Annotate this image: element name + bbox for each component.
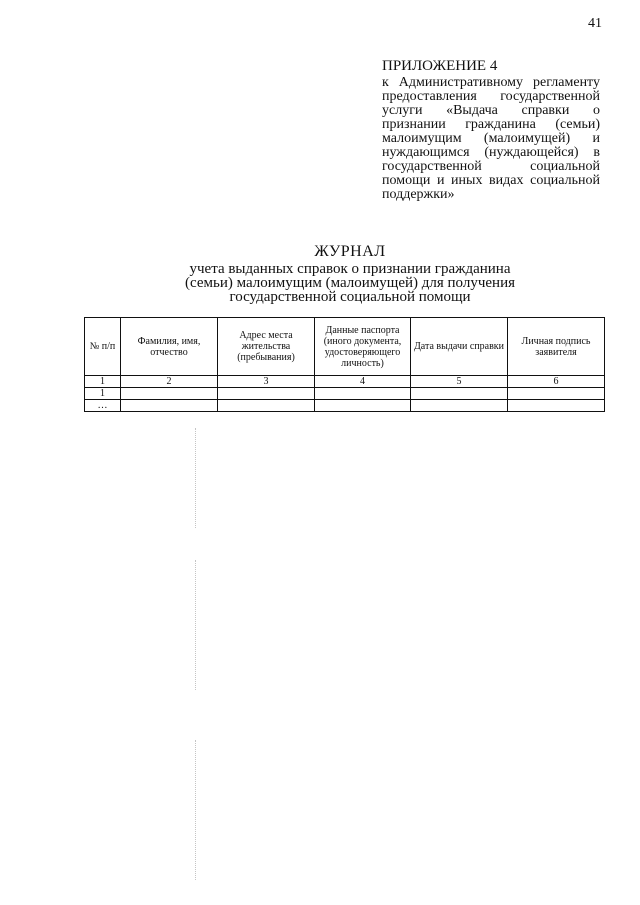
page-number: 41 <box>588 16 602 31</box>
table-cell <box>411 400 508 412</box>
table-cell <box>508 400 605 412</box>
table-cell <box>315 400 411 412</box>
journal-table <box>84 317 605 412</box>
table-cell <box>411 388 508 400</box>
table-cell: 6 <box>508 376 605 388</box>
table-cell <box>315 388 411 400</box>
appendix-block <box>382 58 600 202</box>
table-cell: 4 <box>315 376 411 388</box>
header-number: № п/п <box>85 318 121 376</box>
scan-artifact-line <box>195 428 196 528</box>
header-issue-date: Дата выдачи справки <box>411 318 508 376</box>
table-row <box>85 376 605 388</box>
appendix-text: к Административному регламенту предоставления государственной услуги «Выдача справки о признании гражданина (семьи) малоимущим (малоимущей) и нуждающимся (нуждающейся) в государственной социальной помощи и иных видах социальной поддержки» <box>382 75 600 202</box>
appendix-title: ПРИЛОЖЕНИЕ 4 <box>382 58 498 74</box>
table-cell: 1 <box>85 376 121 388</box>
header-passport-data: Данные паспорта (иного документа, удостоверяющего личность) <box>315 318 411 376</box>
table-cell: … <box>85 400 121 412</box>
journal-subtitle-line: государственной социальной помощи <box>229 289 471 305</box>
table-cell: 3 <box>218 376 315 388</box>
table-cell <box>508 388 605 400</box>
table-cell <box>218 388 315 400</box>
header-address: Адрес места жительства (пребывания) <box>218 318 315 376</box>
table-cell <box>121 400 218 412</box>
table-cell: 1 <box>85 388 121 400</box>
table-header-row <box>85 318 605 376</box>
header-signature: Личная подпись заявителя <box>508 318 605 376</box>
table-cell: 5 <box>411 376 508 388</box>
table-row <box>85 388 605 400</box>
table-cell <box>218 400 315 412</box>
table-cell <box>121 388 218 400</box>
journal-subtitle-line: учета выданных справок о признании гражданина <box>189 261 511 277</box>
journal-title: ЖУРНАЛ <box>314 243 386 260</box>
table-cell: 2 <box>121 376 218 388</box>
journal-heading <box>120 243 580 304</box>
header-full-name: Фамилия, имя, отчество <box>121 318 218 376</box>
journal-subtitle-line: (семьи) малоимущим (малоимущей) для получения <box>185 275 515 291</box>
scan-artifact-line <box>195 740 196 880</box>
table-row <box>85 400 605 412</box>
scan-artifact-line <box>195 560 196 690</box>
